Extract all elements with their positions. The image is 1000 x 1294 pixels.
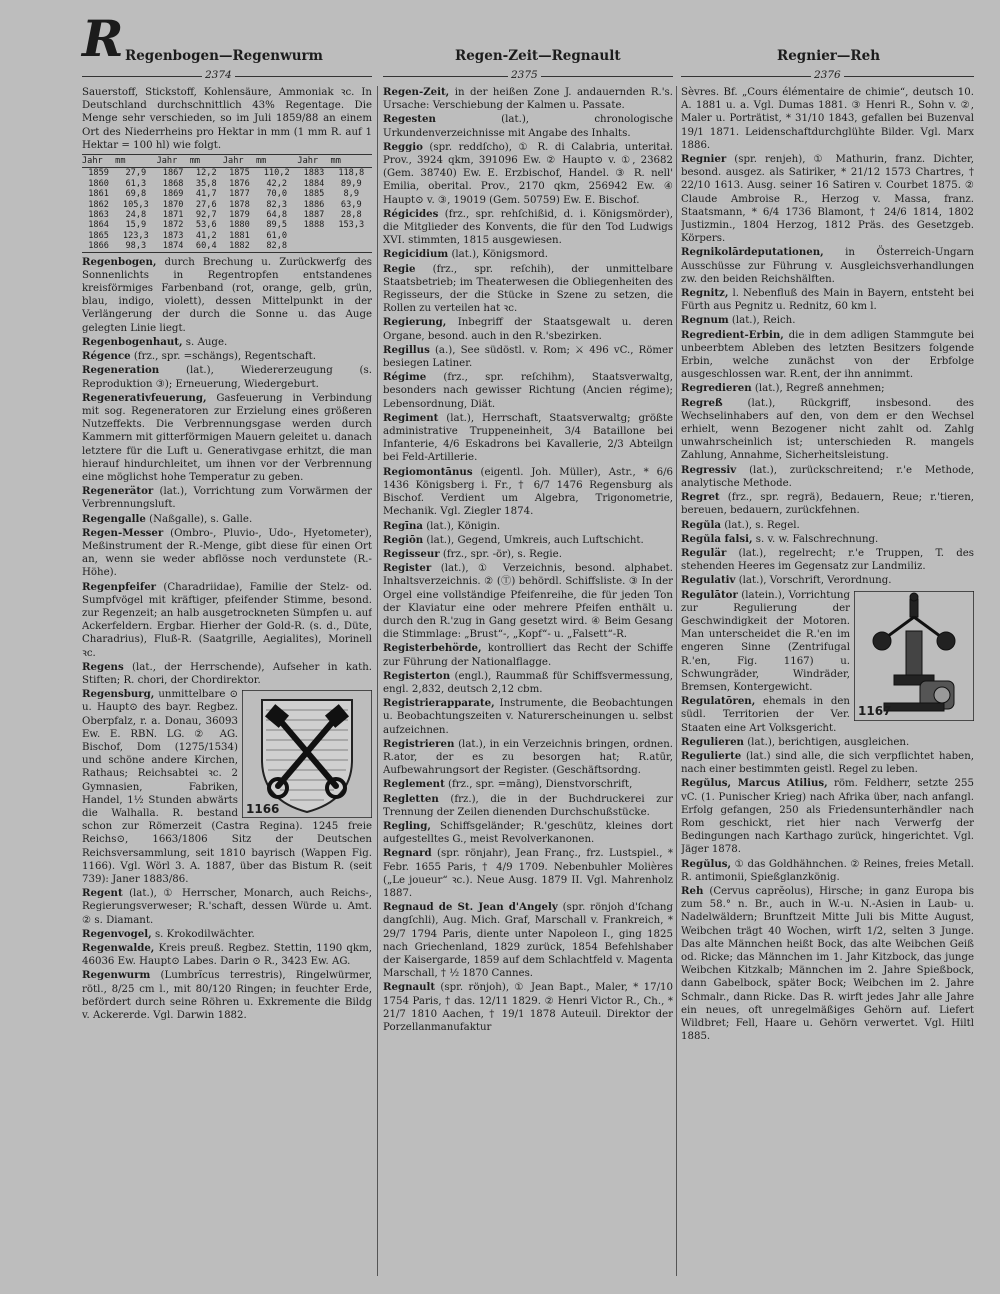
table-cell: 153,3	[338, 220, 365, 231]
entry-text: Gasfeuerung in Verbindung mit sog. Regeneratoren zur Erzielung eines größeren Nutzeffekts. Die Verbrennungsgase werden durch Kammern mit gitterförmigen Mauern geleitet u. danach letztere für die Luft u. Generativgase erhitzt, die man hierauf hindurchleitet, um ihnen vor der Verbrennung eine möglichst hohe Temperatur zu geben.	[82, 392, 372, 483]
entry-text: (lat.), Wiedererzeugung (s. Reproduktion ③); Erneuerung, Wiedergeburt.	[82, 365, 372, 390]
entry-headword: Regierung,	[383, 316, 447, 329]
entry-headword: Regressiv	[681, 463, 737, 476]
figure-1166-label: 1166	[246, 801, 280, 816]
dictionary-entry	[681, 397, 974, 463]
dictionary-entry	[383, 793, 673, 819]
dictionary-entry	[82, 928, 372, 941]
dictionary-entry	[82, 485, 372, 511]
column-divider-1	[377, 86, 378, 1276]
regulator-figure	[854, 591, 974, 721]
dictionary-entry	[82, 581, 372, 660]
dictionary-entry	[383, 562, 673, 641]
entry-headword: Regenbogenhaut,	[82, 335, 183, 348]
dictionary-entry	[383, 208, 673, 248]
regensburg-coat-of-arms-figure	[242, 690, 372, 818]
entry-text: (lat.), Regreß annehmen;	[751, 383, 885, 395]
table-cell: 1869	[162, 189, 184, 200]
entry-text: in Österreich-Ungarn Ausschüsse zur Führung v. Ausgleichsverhandlungen zw. den beiden Reichshälften.	[681, 247, 974, 285]
entry-headword: Regŭla falsi,	[681, 532, 753, 545]
entry-headword: Regillus	[383, 343, 430, 356]
entry-text: (Naßgalle), s. Galle.	[145, 513, 253, 525]
table-cell: 35,8	[195, 178, 217, 189]
table-cell: 70,0	[266, 189, 288, 200]
entry-text: (lat.), s. Regel.	[720, 519, 800, 531]
entry-text: ehemals in den südl. Territorien der Ver. Staaten eine Art Volksgericht.	[681, 696, 850, 734]
entry-text: Kreis preuß. Regbez. Stettin, 1190 qkm, 46036 Ew. Haupt⊙ Labes. Darin ⊙ R., 3423 Ew. AG.	[82, 943, 372, 968]
table-cell: 123,3	[122, 230, 149, 241]
entry-headword: Regnier	[681, 153, 727, 166]
table-cell: 110,2	[263, 168, 290, 179]
entry-headword: Regulātor	[681, 588, 738, 601]
table-cell: 15,9	[125, 220, 147, 231]
table-cell	[331, 241, 372, 252]
col1-page-number: 2374	[202, 69, 235, 81]
table-cell: 61,0	[266, 230, 288, 241]
table-cell: 27,6	[195, 199, 217, 210]
entry-headword: Reh	[681, 884, 704, 897]
entry-headword: Regnitz,	[681, 287, 729, 300]
table-cell: 41,7	[195, 189, 217, 200]
dictionary-entry	[383, 697, 673, 737]
entry-text: (spr. rönjoh), ① Jean Bapt., Maler, * 17/10 1754 Paris, † das. 12/11 1829. ② Henri Victor R., Ch., * 21/7 1810 Aachen, † 19/1 1878 Auteuil. Direktor der Porzellanmanufaktur	[383, 982, 673, 1034]
entry-text: (lat.), Rückgriff, insbesond. des Wechselinhabers auf den, von dem er den Wechsel erhielt, wenn Bezogener nicht zahlt od. Zahlg unwahrscheinlich ist; unterschieden R. mangels Zahlung, Annahme, Sicherheitsleistung.	[681, 397, 974, 462]
dictionary-entry	[681, 574, 974, 587]
dictionary-entry	[383, 263, 673, 316]
entry-text: (a.), See südöstl. v. Rom; ⚔ 496 vC., Römer besiegen Latiner.	[383, 344, 673, 370]
dictionary-entry	[383, 847, 673, 900]
rain-table-header: Jahr	[82, 155, 115, 168]
column-1	[82, 86, 372, 1276]
table-cell: 1866	[82, 241, 115, 252]
entry-text: (frz., spr. rehſchißid, d. i. Königsmörder), die Mitglieder des Konvents, die für den Tod Ludwigs XVI. stimmten, 1815 ausgewiesen.	[383, 208, 673, 247]
entry-text: (lat.), ① Verzeichnis, besond. alphabet. Inhaltsverzeichnis. ② (Ⓣ) behördl. Schiffsliste. ③ In der Orgel eine vollständige Pfeifenreihe, die für jeden Ton der Klaviatur eine oder mehrere Pfeifen enthält u. durch den R.'zug in Gang gesetzt wird. ④ Beim Gesang die Stimmlage: „Brust“-, „Kopf“- u. „Falsett“-R.	[383, 563, 673, 641]
table-cell: 1868	[162, 178, 184, 189]
entry-headword: Regesten	[383, 113, 436, 126]
entry-headword: Regŭlus, Marcus Atilius,	[681, 777, 828, 790]
dictionary-entry	[383, 141, 673, 207]
column-divider-2	[676, 86, 677, 1276]
table-cell: 1871	[162, 210, 184, 221]
table-cell: 64,8	[266, 210, 288, 221]
dictionary-entry	[383, 981, 673, 1034]
rain-table-header: mm	[190, 155, 223, 168]
entry-headword: Regulär	[681, 546, 727, 559]
entry-headword: Regenpfeifer	[82, 580, 157, 593]
entry-text: (frz., spr. =māng), Dienstvorschrift,	[444, 779, 633, 791]
entry-text: (lat.), berichtigen, ausgleichen.	[743, 736, 910, 748]
entry-text: s. Auge.	[182, 336, 228, 348]
table-cell: 1880	[229, 220, 250, 231]
entry-text: (eigentl. Joh. Müller), Astr., * 6/6 1436 Königsberg i. Fr., † 6/7 1476 Regensburg als Bischof. Verdient um Algebra, Trigonometrie, Mechanik. Vgl. Ziegler 1874.	[383, 466, 673, 518]
dictionary-entry	[82, 969, 372, 1022]
entry-text: (spr. rönjoh d'ſchang dangſchli), Aug. Mich. Graf, Marschall v. Frankreich, * 29/7 1794 Paris, diente unter Napoleon I., ging 1825 nach Griechenland, 1829 zurück, 1854 Befehlshaber der Kaisergarde, 1859 auf dem Schlachtfeld v. Magenta Marschall, † ½ 1870 Cannes.	[383, 902, 673, 980]
entry-headword: Régicides	[383, 207, 439, 220]
entry-headword: Regenerätor	[82, 485, 154, 498]
dictionary-entry	[383, 534, 673, 547]
entry-text: (Charadriidae), Familie der Stelz- od. Sumpfvögel mit kräftiger, pfeifender Stimme, besond. zur Regenzeit; an halb ausgetrockneten Sümpfen u. auf Ackerfeldern. Ergbar. Hierher der Gold-R. (s. d., Düte, Charadrius), Fluß-R. (Saatgrille, Aegialites), Morinell ꝛc.	[82, 581, 372, 659]
table-cell: 1870	[162, 199, 184, 210]
table-cell: 1882	[223, 241, 256, 252]
entry-text: (lat.), zurückschreitend; r.'e Methode, analytische Methode.	[681, 464, 974, 489]
entry-headword: Regnault	[383, 981, 436, 994]
entry-text: (lat.), ① Herrscher, Monarch, auch Reichs-, Regierungsverweser; R.'schaft, dessen Würde u. Amt. ② s. Diamant.	[82, 888, 372, 926]
entry-text: s. Krokodilwächter.	[151, 928, 255, 940]
entry-headword: Régence	[82, 350, 131, 363]
entry-text: (spr. reddſcho), ① R. di Calabria, unteritał. Prov., 3924 qkm, 391096 Ew. ② Haupt⊙ v. ①, 23682 (Gem. 38740) Ew. E. Erzbischof, Handel. ③ R. nell' Emilia, oberital. Prov., 2170 qkm, 256942 Ew. ④ Haupt⊙ v. ③, 19019 (Gem. 50759) Ew. E. Bischof.	[383, 141, 673, 206]
entry-text: (Ombro-, Pluvio-, Udo-, Hyetometer), Meßinstrument der R.-Menge, gibt diese für einen Ort an, wenn sie weder abflösse noch verdunstete (R.-Höhe).	[82, 527, 372, 579]
dictionary-entry	[383, 412, 673, 465]
entry-text: Sèvres. Bf. „Cours élémentaire de chimie“, deutsch 10. A. 1881 u. a. Vgl. Dumas 1881. ③ Henri R., Sohn v. ②, Maler u. Porträtist, * 31/10 1843, gefallen bei Buzenval 19/1 1871. Leidenschaftdurchglühte Bilder. Vgl. Marx 1886.	[681, 87, 974, 151]
rain-table	[82, 154, 372, 253]
table-cell: 1878	[229, 199, 250, 210]
col2-page-number-rule	[383, 69, 673, 83]
entry-headword: Register	[383, 562, 432, 575]
entry-text: (lat.), Königsmord.	[448, 249, 548, 261]
entry-headword: Regletten	[383, 792, 439, 805]
table-cell: 1865	[88, 230, 109, 241]
table-cell: 1887	[303, 210, 325, 221]
entry-headword: Regret	[681, 491, 720, 504]
entry-headword: Regenbogen,	[82, 255, 157, 268]
table-cell: 61,3	[125, 178, 147, 189]
col1-page-number-rule	[82, 69, 372, 83]
table-cell: 1881	[229, 230, 250, 241]
entry-text: (Lumbrĭcus terrestris), Ringelwürmer, rötl., 8/25 cm l., mit 80/120 Ringen; in feuchter Erde, befördert durch seine Röhren u. Exkremente die Bildg v. Ackererde. Vgl. Darwin 1882.	[82, 970, 372, 1022]
dictionary-entry	[383, 344, 673, 370]
entry-text: l. Nebenfluß des Main in Bayern, entsteht bei Fürth aus Pegnitz u. Rednitz, 60 km l.	[681, 288, 974, 313]
table-cell: 82,8	[256, 241, 297, 252]
entry-headword: Registrieren	[383, 737, 455, 750]
entry-headword: Regŭlus,	[681, 857, 732, 870]
entry-headword: Regensburg,	[82, 688, 155, 701]
entry-headword: Regiomontānus	[383, 465, 473, 478]
entry-text: in der heißen Zone J. andauernden R.'s. Ursache: Verschiebung der Kalmen u. Passate.	[383, 87, 673, 112]
dictionary-entry	[82, 513, 372, 526]
entry-text: (lat.) sind alle, die sich verpflichtet haben, nach einer bestimmten geistl. Regel zu leben.	[681, 750, 974, 776]
entry-headword: Régime	[383, 371, 427, 384]
table-cell: 24,8	[125, 210, 147, 221]
entry-headword: Regenvogel,	[82, 927, 152, 940]
entry-headword: Regengalle	[82, 512, 146, 525]
entry-headword: Regnum	[681, 314, 729, 327]
table-cell: 1873	[162, 230, 184, 241]
entry-headword: Regens	[82, 660, 124, 673]
entry-headword: Reglement	[383, 778, 445, 791]
rain-table-header: mm	[331, 155, 372, 168]
entry-text: (frz., spr. reſchih), der unmittelbare Staatsbetrieb; im Theaterwesen die Obliegenheiten des Regisseurs, der die Stücke in Szene zu setzen, die Rollen zu verteilen hat ꝛc.	[383, 263, 673, 315]
entry-text: (lat.), Gegend, Umkreis, auch Luftschicht.	[423, 534, 644, 546]
entry-text: (spr. rönjahr), Jean Franç., frz. Lustspiel., * Febr. 1655 Paris, † 4/9 1709. Nebenbuhler Molières („Le joueur“ ꝛc.). Neue Ausg. 1879 II. Vgl. Mahrenholz 1887.	[383, 848, 673, 899]
entry-text: Schiffsgeländer; R.'geschütz, kleines dort aufgestelltes G., meist Revolverkanonen.	[383, 820, 673, 846]
dictionary-entry	[82, 392, 372, 484]
col2-header: Regen-Zeit—Regnault	[455, 48, 621, 64]
entry-text: (lat., der Herrschende), Aufseher in kath. Stiften; R. chori, der Chordirektor.	[82, 661, 372, 686]
table-cell: 12,2	[195, 168, 217, 179]
entry-headword: Regīna	[383, 519, 423, 532]
dictionary-entry	[82, 527, 372, 580]
entry-headword: Registrierapparate,	[383, 697, 495, 710]
table-cell: 89,9	[340, 178, 362, 189]
entry-headword: Regredient-Erbin,	[681, 328, 784, 341]
entry-headword: Regredieren	[681, 382, 752, 395]
dictionary-entry	[681, 885, 974, 1043]
entry-text: s. v. w. Falschrechnung.	[752, 533, 879, 545]
table-cell: 1885	[303, 189, 325, 200]
entry-headword: Regling,	[383, 819, 431, 832]
entry-text: (Cervus caprĕolus), Hirsche; in ganz Europa bis zum 58.° n. Br., auch in W.-u. N.-Asien in Laub- u. Nadelwäldern; Brunftzeit Mitte Juli bis Mitte August, Weibchen trägt 40 Wochen, wirft 1/2, selten 3 Junge. Das alte Männchen heißt Bock, das alte Weibchen Geiß od. Ricke; das Männchen im 1. Jahr Kitzbock, das junge Weibchen Kitzkalb; Männchen im 2. Jahre Spießbock, dann Gabelbock, später Bock; Weibchen im 2. Jahre Schmalr., dann Ricke. Das R. wirft jedes Jahr alle Jahre ein neues, oft unregelmäßiges Gehörn auf. Liefert Wildbret; Fell, Haare u. Gehörn verwertet. Vgl. Hiltl 1885.	[681, 885, 974, 1043]
entry-text: (frz.), die in der Buchdruckerei zur Trennung der Zeilen dienenden Durchschußstücke.	[383, 793, 673, 818]
dictionary-entry	[681, 464, 974, 490]
col3-header: Regnier—Reh	[777, 48, 881, 64]
dictionary-entry	[681, 533, 974, 546]
table-cell: 82,3	[266, 199, 288, 210]
dictionary-entry	[383, 113, 673, 139]
table-row	[82, 241, 372, 252]
table-cell: 1860	[88, 178, 109, 189]
table-cell	[297, 231, 330, 241]
entry-text: (frz., spr. =schängs), Regentschaft.	[130, 351, 317, 363]
table-cell	[297, 241, 330, 252]
table-cell: 1879	[229, 210, 250, 221]
table-row	[82, 220, 372, 230]
column-3	[681, 86, 974, 1276]
dictionary-entry	[681, 750, 974, 776]
entry-text: (frz., spr. reſchihm), Staatsverwaltg, besonders nach gewisser Richtung (Ancien régime); Lebensordnung, Diät.	[383, 372, 673, 410]
entry-text: (latein.), Vorrichtung zur Regulierung der Geschwindigkeit der Motoren. Man unterscheidet die R.'en im engeren Sinne (Zentrifugal R.'en, Fig. 1167) u. Schwungräder, Windräder, Bremsen, Kontergewicht.	[681, 589, 850, 693]
dictionary-entry	[383, 642, 673, 668]
entry-headword: Registerton	[383, 669, 451, 682]
centrifugal-regulator-icon	[854, 591, 974, 721]
table-cell	[331, 231, 372, 241]
dictionary-entry	[383, 520, 673, 533]
rain-table-header: mm	[115, 155, 156, 168]
rain-table-header: Jahr	[297, 155, 330, 168]
entry-text: (lat.), in ein Verzeichnis bringen, ordnen. R.ator, der es zu besorgen hat; R.atūr, Aufbewahrungsort der Register. (Geschäftsordng.	[383, 738, 673, 777]
dictionary-entry	[681, 86, 974, 152]
entry-headword: Regent	[82, 887, 123, 900]
col3-page-number-rule	[681, 69, 974, 83]
entry-headword: Regie	[383, 262, 416, 275]
table-cell: 41,2	[195, 230, 217, 241]
table-row	[82, 200, 372, 210]
table-cell: 1883	[303, 168, 325, 179]
entry-headword: Regulieren	[681, 735, 744, 748]
table-cell: 89,5	[266, 220, 288, 231]
dictionary-entry	[383, 548, 673, 561]
entry-headword: Regen-Messer	[82, 526, 164, 539]
table-row	[82, 210, 372, 220]
table-cell: 42,2	[266, 178, 288, 189]
table-cell: 118,8	[338, 168, 365, 179]
col3-page-number: 2376	[811, 69, 844, 81]
table-cell: 1888	[303, 220, 325, 231]
column-2	[383, 86, 673, 1276]
figure-1167-label: 1167	[858, 704, 892, 719]
table-cell: 1884	[303, 178, 325, 189]
dictionary-entry	[681, 491, 974, 517]
table-cell: 1877	[229, 189, 250, 200]
dictionary-entry	[681, 777, 974, 856]
dictionary-entry	[681, 736, 974, 749]
dictionary-entry	[681, 314, 974, 327]
dictionary-entry	[383, 371, 673, 411]
entry-text: röm. Feldherr, setzte 255 vC. (1. Punischer Krieg) nach Afrika über, nach anfangl. Erfolg gefangen, 250 als Friedensunterhändler nach Rom geschickt, riet hier nach Verwerfg der Bedingungen nach Karthago zurück, hingerichtet. Vgl. Jäger 1878.	[681, 778, 974, 856]
entry-headword: Regeneration	[82, 364, 160, 377]
dictionary-entry	[383, 466, 673, 519]
entry-headword: Regiment	[383, 411, 439, 424]
table-cell: 1864	[88, 220, 109, 231]
entry-text: die in dem adligen Stammgute bei unbeerbtem Ableben des letzten Besitzers folgende Erbin, welche zunächst von der Erbfolge ausgeschlossen war. R.ent, der ihn annimmt.	[681, 329, 974, 381]
entry-headword: Regnard	[383, 847, 432, 860]
crossed-keys-shield-icon	[242, 690, 372, 818]
entry-headword: Regisseur	[383, 547, 440, 560]
entry-text: Inbegriff der Staatsgewalt u. deren Organe, besond. auch in den R.'sbezirken.	[383, 317, 673, 342]
section-initial: R	[82, 9, 124, 68]
entry-text: Instrumente, die Beobachtungen u. Beobachtungszeiten v. Naturerscheinungen u. selbst aufzeichnen.	[383, 698, 673, 736]
table-cell: 27,9	[125, 168, 147, 179]
entry-text: (spr. renjeh), ① Mathurin, franz. Dichter, besond. ausgez. als Satiriker, * 21/12 1573 Chartres, † 22/10 1613. Ausg. seiner 16 Satiren v. Courbet 1875. ② Claude Ambroise R., Herzog v. Massa, franz. Staatsmann, * 6/4 1736 Blamont, † 24/6 1814, 1802 Justizmin., 1804 Herzog, 1812 Präs. des Gesetzgeb. Körpers.	[681, 154, 974, 245]
table-cell: 69,8	[125, 189, 147, 200]
dictionary-entry	[383, 738, 673, 778]
dictionary-entry	[383, 901, 673, 980]
entry-headword: Regen-Zeit,	[383, 86, 450, 98]
dictionary-entry	[681, 287, 974, 313]
entry-text: unmittelbare ⊙ u. Haupt⊙ des bayr. Regbez. Oberpfalz, r. a. Donau, 36093 Ew. E. RBN. LG. ② AG. Bischof, Dom (1275/1534) und schöne andere Kirchen, Rathaus; Reichsabtei ꝛc. 2 Gymnasien, Fabriken, Handel, 1½ Stunden abwärts die Walhalla. R. bestand schon zur Römerzeit (Castra Regina). 1245 freie Reichs⊙, 1663/1806 Sitz der Deutschen Reichsversammlung, seit 1810 bayrisch (Wappen Fig. 1166). Vgl. Wörl 3. A. 1887, über das Bistum R. (seit 739): Janer 1883/86.	[82, 689, 372, 886]
entry-headword: Reggio	[383, 140, 423, 153]
dictionary-entry	[681, 519, 974, 532]
table-row	[82, 231, 372, 241]
dictionary-entry	[383, 670, 673, 696]
entry-headword: Regicidium	[383, 248, 449, 261]
dictionary-entry	[82, 336, 372, 349]
dictionary-entry	[82, 364, 372, 390]
table-cell: 53,6	[195, 220, 217, 231]
table-cell: 8,9	[343, 189, 360, 200]
dictionary-entry	[681, 858, 974, 884]
entry-text: (lat.), Königin.	[422, 520, 501, 532]
table-cell: 105,3	[122, 199, 149, 210]
col2-page-number: 2375	[508, 69, 541, 81]
entry-text: (lat.), Reich.	[728, 315, 796, 327]
entry-text: kontrolliert das Recht der Schiffe zur Führung der Nationalflagge.	[383, 643, 673, 668]
entry-text: (lat.), Herrschaft, Staatsverwaltg; größte administrative Truppeneinheit, 3/4 Bataillone bei Infanterie, 4/6 Eskadrons bei Kavallerie, 2/3 Abteilgn bei Feld-Artillerie.	[383, 412, 673, 464]
table-cell: 92,7	[195, 210, 217, 221]
rain-table-header: mm	[256, 155, 297, 168]
dictionary-entry	[82, 887, 372, 927]
col1-header: Regenbogen—Regenwurm	[125, 48, 323, 64]
entry-headword: Regnaud de St. Jean d'Angely	[383, 901, 558, 914]
entry-headword: Regenwurm	[82, 969, 151, 982]
table-row	[82, 168, 372, 179]
dictionary-entry	[82, 942, 372, 968]
entry-text: (frz., spr. -ör), s. Regie.	[439, 548, 562, 560]
entry-text: (lat.), Vorschrift, Verordnung.	[735, 575, 892, 587]
entry-headword: Regulatōren,	[681, 695, 756, 708]
table-cell: 1872	[162, 220, 184, 231]
col1-intro: Sauerstoff, Stickstoff, Kohlensäure, Ammoniak ꝛc. In Deutschland durchschnittlich 43% Regentage. Die Menge sehr verschieden, so im Juli 1859/88 an einem Ort des Niederrheins pro Hektar in mm (1 mm R. auf 1 Hektar = 100 hl) wie folgt.	[82, 87, 372, 151]
entry-text: ① das Goldhähnchen. ② Reines, freies Metall. R. antimonii, Spießglanzkönig.	[681, 858, 974, 883]
table-cell: 28,8	[340, 210, 362, 221]
table-cell: 60,4	[190, 241, 223, 252]
table-cell: 1862	[88, 199, 109, 210]
entry-text: (lat.), regelrecht; r.'e Truppen, T. des stehenden Heeres im Gegensatz zur Landmiliz.	[681, 547, 974, 573]
dictionary-entry	[681, 246, 974, 286]
dictionary-entry	[383, 86, 673, 112]
dictionary-entry	[383, 316, 673, 342]
table-cell: 1867	[162, 168, 184, 179]
entry-headword: Regŭla	[681, 518, 721, 531]
dictionary-entry	[681, 382, 974, 395]
entry-text: (lat.), Vorrichtung zum Vorwärmen der Verbrennungsluft.	[82, 486, 372, 511]
entry-headword: Regiōn	[383, 533, 424, 546]
table-cell: 1863	[88, 210, 109, 221]
table-cell: 1876	[229, 178, 250, 189]
entry-headword: Regenerativfeuerung,	[82, 391, 207, 404]
entry-headword: Regnikolārdeputationen,	[681, 246, 824, 259]
table-row	[82, 189, 372, 199]
dictionary-entry	[681, 153, 974, 245]
dictionary-entry	[681, 329, 974, 382]
table-cell: 98,3	[115, 241, 156, 252]
table-cell: 63,9	[340, 199, 362, 210]
dictionary-entry	[82, 350, 372, 363]
dictionary-entry	[383, 820, 673, 846]
entry-text: (engl.), Raummaß für Schiffsvermessung, engl. 2,832, deutsch 2,12 cbm.	[383, 670, 673, 695]
dictionary-entry	[383, 778, 673, 791]
entry-headword: Regulierte	[681, 749, 742, 762]
entry-headword: Registerbehörde,	[383, 642, 482, 655]
table-row	[82, 179, 372, 189]
rain-table-header: Jahr	[223, 155, 256, 168]
dictionary-entry	[383, 248, 673, 261]
rain-table-header: Jahr	[157, 155, 190, 168]
entry-headword: Regreß	[681, 396, 723, 409]
table-cell: 1861	[88, 189, 109, 200]
entry-text: (frz., spr. regrä), Bedauern, Reue; r.'tieren, bereuen, bedauern, zurückfehnen.	[681, 492, 974, 517]
dictionary-entry	[82, 661, 372, 687]
entry-headword: Regulativ	[681, 574, 736, 587]
table-cell: 1875	[229, 168, 250, 179]
entry-headword: Regenwalde,	[82, 942, 155, 955]
dictionary-entry	[82, 256, 372, 335]
table-cell: 1886	[303, 199, 325, 210]
table-cell: 1874	[157, 241, 190, 252]
entry-text: (lat.), chronologische Urkundenverzeichnisse mit Angabe des Inhalts.	[383, 114, 673, 139]
dictionary-entry	[681, 547, 974, 573]
entry-text: durch Brechung u. Zurückwerfg des Sonnenlichts in Regentropfen entstandenes kreisförmiges Farbenband (rot, orange, gelb, grün, blau, indigo, violett), dessen Mittelpunkt in der Verlängerung der durch die Sonne u. das Auge gelegten Linie liegt.	[82, 256, 372, 334]
table-cell: 1859	[88, 168, 109, 179]
